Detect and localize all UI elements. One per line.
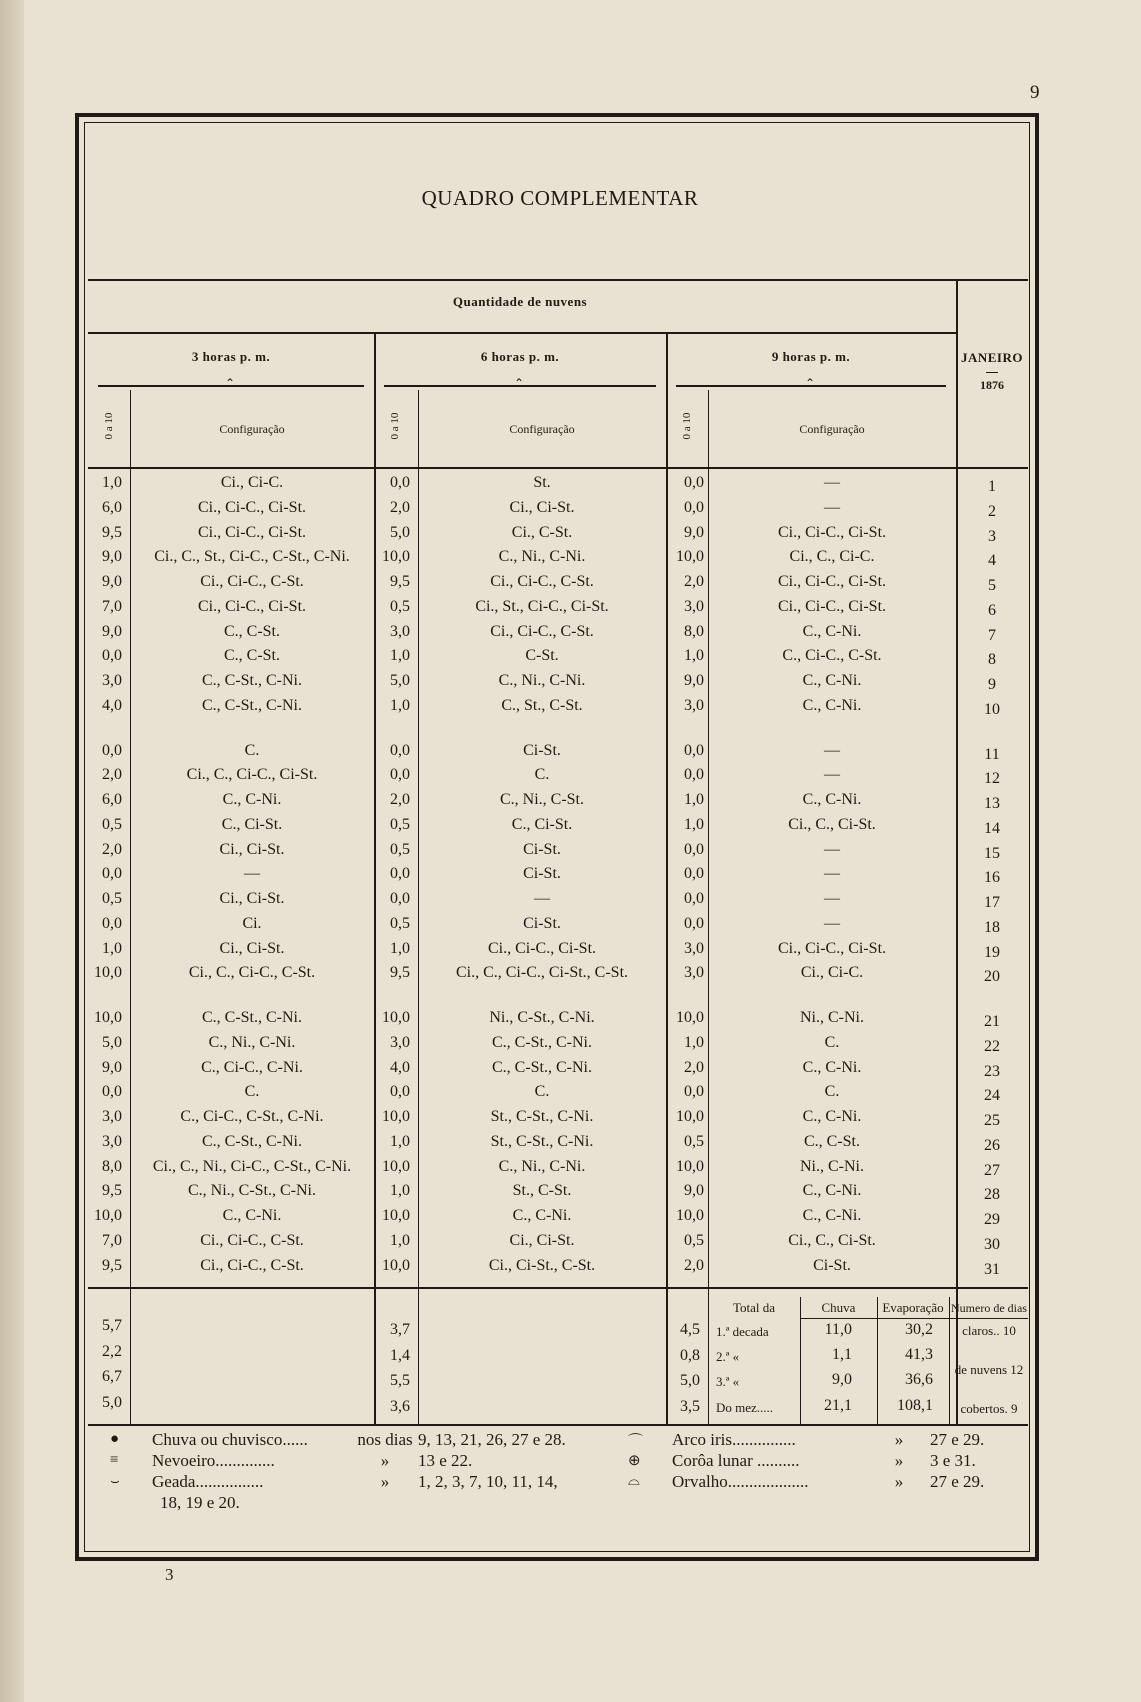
config-6h: Ci-St.	[523, 741, 561, 759]
config-6h: Ci., Ci-C., C-St.	[490, 622, 594, 640]
summary-evap: 108,1	[897, 1397, 933, 1414]
config-header: Configuração	[799, 422, 865, 436]
config-6h: Ci., Ci-St.	[509, 1231, 575, 1249]
config-3h: Ci., C., Ni., Ci-C., C-St., C-Ni.	[152, 1157, 352, 1175]
value-6h: 3,0	[390, 622, 410, 640]
time-header: 3 horas p. m.	[191, 349, 271, 364]
config-header: Configuração	[219, 422, 285, 436]
note-label: Geada................	[152, 1472, 264, 1491]
config-6h: C.	[534, 766, 550, 784]
config-6h: Ci-St.	[523, 840, 561, 858]
config-3h: C., Ci-C., C-Ni.	[201, 1058, 303, 1076]
config-9h: C.	[824, 1083, 840, 1101]
value-3h: 6,0	[102, 791, 122, 808]
value-6h: 3,0	[390, 1033, 410, 1051]
summary-6h: 5,5	[390, 1372, 410, 1389]
value-6h: 1,0	[390, 647, 410, 665]
config-6h: C., St., C-St.	[501, 696, 583, 714]
value-9h: 9,0	[684, 672, 704, 689]
value-6h: 10,0	[382, 1256, 410, 1274]
value-6h: 0,0	[390, 865, 410, 883]
day-number: 3	[988, 527, 996, 545]
value-3h: 9,0	[102, 548, 122, 566]
value-6h: 9,5	[390, 964, 410, 982]
rain-symbol-icon: ●	[110, 1431, 120, 1447]
config-3h: Ci., Ci-St.	[219, 840, 285, 858]
note-value: 27 e 29.	[930, 1430, 985, 1449]
day-number: 6	[988, 601, 996, 619]
value-6h: 10,0	[382, 1108, 410, 1125]
value-6h: 10,0	[382, 1157, 410, 1175]
config-9h: C., C-Ni.	[802, 672, 862, 689]
config-6h: Ci-St.	[523, 865, 561, 883]
config-9h: —	[824, 890, 840, 907]
value-9h: 10,0	[676, 1157, 704, 1175]
config-6h: Ci., C-St.	[511, 523, 573, 541]
config-9h: —	[824, 840, 840, 858]
config-9h: Ci., Ci-C., Ci-St.	[777, 939, 887, 957]
value-9h: 1,0	[684, 647, 704, 665]
config-6h: —	[534, 890, 550, 907]
book-spine	[0, 0, 24, 1702]
config-9h: Ci-St.	[813, 1256, 851, 1274]
day-number: 19	[984, 943, 1000, 961]
value-9h: 10,0	[676, 1009, 704, 1026]
config-6h: Ci., Ci-C., C-St.	[490, 573, 594, 590]
brace-point: ⌃	[225, 376, 236, 390]
value-3h: 4,0	[102, 696, 122, 714]
value-6h: 5,0	[390, 523, 410, 541]
config-9h: C., C-Ni.	[802, 1207, 862, 1224]
config-3h: Ci., Ci-C., Ci-St.	[197, 498, 307, 516]
config-3h: C.	[244, 741, 260, 759]
summary-6h: 1,4	[390, 1347, 410, 1364]
value-3h: 9,0	[102, 573, 122, 590]
value-9h: 0,0	[684, 474, 704, 491]
config-3h: C., Ni., C-St., C-Ni.	[187, 1182, 316, 1200]
value-3h: 2,0	[102, 840, 122, 858]
summary-3h: 5,7	[102, 1317, 122, 1334]
note-connector: »	[894, 1430, 904, 1449]
value-3h: 0,0	[102, 741, 122, 759]
config-9h: —	[824, 498, 840, 516]
page-title: QUADRO COMPLEMENTAR	[421, 186, 699, 210]
value-6h: 5,0	[390, 672, 410, 689]
scale-header: 0 a 10	[103, 412, 115, 440]
year-header: 1876	[980, 378, 1004, 392]
config-6h: C., Ni., C-St.	[499, 791, 584, 808]
day-number: 5	[988, 577, 996, 594]
config-9h: Ci., Ci-C., Ci-St.	[777, 523, 887, 541]
note-label: Nevoeiro..............	[152, 1451, 275, 1470]
config-3h: C., C-St., C-Ni.	[201, 696, 302, 714]
summary-rain: 11,0	[824, 1321, 852, 1338]
day-number: 26	[984, 1136, 1000, 1154]
summary-days: de nuvens 12	[954, 1362, 1024, 1377]
config-6h: Ci., Ci-St.	[509, 498, 575, 516]
value-9h: 2,0	[684, 573, 704, 590]
note-value: 13 e 22.	[418, 1451, 473, 1470]
summary-evap-header: Evaporação	[882, 1300, 944, 1315]
config-9h: Ni., C-Ni.	[800, 1157, 864, 1175]
config-3h: —	[244, 865, 260, 883]
lunar-corona-symbol-icon: ⊕	[628, 1453, 641, 1469]
day-number: 2	[988, 502, 996, 520]
config-9h: C., C-St.	[803, 1132, 860, 1150]
summary-9h: 4,5	[680, 1321, 700, 1338]
config-6h: St., C-St.	[512, 1182, 572, 1200]
summary-9h: 3,5	[680, 1398, 700, 1415]
day-number: 9	[988, 676, 996, 693]
config-9h: Ci., Ci-C., Ci-St.	[777, 573, 887, 590]
config-6h: C-St.	[525, 647, 559, 665]
day-number: 13	[984, 795, 1000, 812]
config-9h: Ni., C-Ni.	[800, 1009, 864, 1026]
value-9h: 1,0	[684, 815, 704, 833]
value-3h: 6,0	[102, 498, 122, 516]
config-6h: Ci., C., Ci-C., Ci-St., C-St.	[455, 964, 629, 982]
summary-total-header: Total da	[732, 1300, 776, 1315]
config-6h: C., Ni., C-Ni.	[498, 672, 586, 689]
value-9h: 8,0	[684, 622, 704, 640]
config-9h: —	[824, 865, 840, 883]
config-9h: —	[824, 741, 840, 759]
rule-top	[88, 279, 1028, 281]
value-9h: 3,0	[684, 696, 704, 714]
page-number: 9	[1030, 82, 1040, 103]
value-3h: 7,0	[102, 597, 122, 615]
day-number: 8	[988, 651, 996, 669]
config-3h: Ci., Ci-C., Ci-St.	[197, 597, 307, 615]
value-9h: 0,0	[684, 840, 704, 858]
config-3h: C., C-St., C-Ni.	[201, 672, 302, 689]
config-3h: C., C-St.	[223, 647, 280, 665]
rule-group	[88, 332, 956, 334]
value-3h: 2,0	[102, 766, 122, 784]
fog-symbol-icon: ≡	[110, 1452, 119, 1468]
value-9h: 3,0	[684, 964, 704, 982]
value-3h: 7,0	[102, 1231, 122, 1249]
value-9h: 9,0	[684, 523, 704, 541]
value-6h: 2,0	[390, 498, 410, 516]
summary-days: cobertos. 9	[960, 1401, 1018, 1416]
day-number: 27	[984, 1161, 1000, 1179]
config-6h: Ci., Ci-St., C-St.	[488, 1256, 596, 1274]
day-number: 17	[984, 894, 1000, 911]
config-9h: Ci., C., Ci-C.	[789, 548, 875, 566]
day-number: 18	[984, 918, 1000, 936]
config-6h: C., Ni., C-Ni.	[498, 1157, 586, 1175]
config-3h: Ci., Ci-C., Ci-St.	[197, 523, 307, 541]
config-3h: Ci., C., Ci-C., C-St.	[188, 964, 316, 982]
day-number: 23	[984, 1062, 1000, 1080]
scale-header: 0 a 10	[389, 412, 401, 440]
config-3h: C., C-Ni.	[222, 1207, 282, 1224]
config-6h: Ci-St.	[523, 914, 561, 932]
value-9h: 0,5	[684, 1231, 704, 1249]
note-label: Corôa lunar ..........	[672, 1451, 800, 1470]
rule-summary-header	[800, 1318, 1028, 1319]
time-header: 6 horas p. m.	[480, 349, 560, 364]
config-header: Configuração	[509, 422, 575, 436]
day-number: 12	[984, 770, 1000, 788]
day-number: 7	[988, 626, 996, 644]
value-9h: 2,0	[684, 1256, 704, 1274]
summary-6h: 3,7	[390, 1321, 410, 1338]
value-3h: 1,0	[102, 939, 122, 957]
config-6h: Ni., C-St., C-Ni.	[489, 1009, 595, 1026]
value-6h: 4,0	[390, 1058, 410, 1076]
value-9h: 2,0	[684, 1058, 704, 1076]
summary-9h: 5,0	[680, 1372, 700, 1389]
day-number: 28	[984, 1186, 1000, 1204]
config-3h: C., C-St., C-Ni.	[201, 1009, 302, 1026]
config-9h: C., C-Ni.	[802, 1058, 862, 1076]
day-number: 29	[984, 1211, 1000, 1228]
config-3h: C., Ci-St.	[221, 815, 283, 833]
note-continuation: 18, 19 e 20.	[160, 1493, 240, 1512]
note-connector: »	[894, 1451, 904, 1470]
value-6h: 0,0	[390, 1083, 410, 1101]
config-6h: C., Ni., C-Ni.	[498, 548, 586, 566]
config-6h: St., C-St., C-Ni.	[490, 1132, 594, 1150]
summary-evap: 36,6	[905, 1371, 933, 1388]
config-3h: Ci., Ci-C., C-St.	[200, 1231, 304, 1249]
config-9h: C., C-Ni.	[802, 791, 862, 808]
config-3h: Ci., C., St., Ci-C., C-St., C-Ni.	[154, 548, 350, 566]
day-number: 4	[988, 552, 996, 570]
value-3h: 8,0	[102, 1157, 122, 1175]
value-3h: 0,5	[102, 815, 122, 833]
brace-point: ⌃	[805, 376, 816, 390]
value-3h: 5,0	[102, 1033, 122, 1051]
value-9h: 0,0	[684, 890, 704, 907]
value-6h: 0,5	[390, 914, 410, 932]
config-3h: Ci., Ci-C., C-St.	[200, 1256, 304, 1274]
summary-period: Do mez.....	[716, 1400, 774, 1415]
day-number: 11	[984, 745, 1000, 763]
config-9h: —	[824, 474, 840, 491]
day-number: 14	[984, 819, 1000, 837]
value-3h: 0,0	[102, 647, 122, 665]
month-dash	[986, 372, 998, 373]
config-9h: Ci., Ci-C.	[800, 964, 864, 982]
summary-days-header: Numero de dias	[951, 1301, 1027, 1315]
config-3h: Ci., Ci-C., C-St.	[200, 573, 304, 590]
footer-page-number: 3	[165, 1565, 174, 1584]
note-connector: »	[380, 1451, 390, 1470]
config-3h: Ci.	[242, 914, 262, 932]
value-6h: 1,0	[390, 939, 410, 957]
value-3h: 0,0	[102, 1083, 122, 1101]
value-9h: 0,0	[684, 498, 704, 516]
value-6h: 1,0	[390, 1231, 410, 1249]
value-3h: 0,0	[102, 914, 122, 932]
value-6h: 0,5	[390, 815, 410, 833]
note-connector: »	[894, 1472, 904, 1491]
value-3h: 3,0	[102, 1108, 122, 1125]
value-6h: 0,0	[390, 741, 410, 759]
config-6h: C., Ci-St.	[511, 815, 573, 833]
value-3h: 9,5	[102, 523, 122, 541]
value-3h: 0,5	[102, 890, 122, 907]
config-9h: C., Ci-C., C-St.	[782, 647, 882, 665]
config-9h: Ci., Ci-C., Ci-St.	[777, 597, 887, 615]
summary-period: 1.ª decada	[716, 1324, 769, 1339]
value-9h: 0,0	[684, 914, 704, 932]
value-9h: 0,5	[684, 1132, 704, 1150]
summary-evap: 41,3	[905, 1346, 933, 1363]
rule-header-bottom	[88, 467, 1028, 469]
summary-period: 3.ª «	[716, 1374, 740, 1389]
rule-summary-bottom	[88, 1424, 1028, 1426]
value-9h: 3,0	[684, 939, 704, 957]
value-6h: 0,0	[390, 766, 410, 784]
day-number: 22	[984, 1037, 1000, 1055]
summary-evap: 30,2	[905, 1321, 933, 1338]
value-9h: 0,0	[684, 865, 704, 883]
config-3h: C., Ci-C., C-St., C-Ni.	[180, 1108, 324, 1125]
value-3h: 9,5	[102, 1256, 122, 1274]
value-6h: 0,0	[390, 474, 410, 491]
dew-symbol-icon: ⌓	[628, 1473, 640, 1489]
value-6h: 2,0	[390, 791, 410, 808]
config-3h: Ci., Ci-St.	[219, 890, 285, 907]
day-number: 21	[984, 1013, 1000, 1030]
value-3h: 9,5	[102, 1182, 122, 1200]
config-3h: Ci., Ci-St.	[219, 939, 285, 957]
note-connector: »	[380, 1472, 390, 1491]
value-9h: 10,0	[676, 1207, 704, 1224]
config-3h: Ci., Ci-C.	[220, 474, 284, 491]
summary-9h: 0,8	[680, 1347, 700, 1364]
value-9h: 1,0	[684, 1033, 704, 1051]
value-6h: 10,0	[382, 1207, 410, 1224]
summary-rain-header: Chuva	[821, 1300, 856, 1315]
summary-3h: 5,0	[102, 1394, 122, 1411]
config-6h: St., C-St., C-Ni.	[490, 1108, 594, 1125]
value-9h: 1,0	[684, 791, 704, 808]
config-9h: Ci., C., Ci-St.	[788, 1231, 876, 1249]
day-number: 16	[984, 869, 1000, 887]
value-6h: 0,5	[390, 597, 410, 615]
value-9h: 10,0	[676, 548, 704, 566]
value-6h: 1,0	[390, 696, 410, 714]
day-number: 15	[984, 844, 1000, 862]
summary-rain: 21,1	[824, 1397, 852, 1414]
config-9h: —	[824, 914, 840, 932]
summary-rain: 9,0	[832, 1371, 852, 1388]
config-3h: C., Ni., C-Ni.	[208, 1033, 296, 1051]
config-3h: C., C-Ni.	[222, 791, 282, 808]
value-3h: 10,0	[94, 1009, 122, 1026]
summary-3h: 6,7	[102, 1368, 122, 1385]
day-number: 25	[984, 1112, 1000, 1129]
value-3h: 3,0	[102, 672, 122, 689]
value-9h: 3,0	[684, 597, 704, 615]
value-3h: 9,0	[102, 1058, 122, 1076]
config-9h: —	[824, 766, 840, 784]
value-3h: 9,0	[102, 622, 122, 640]
config-9h: C.	[824, 1033, 840, 1051]
note-value: 1, 2, 3, 7, 10, 11, 14,	[418, 1472, 558, 1491]
config-6h: St.	[533, 474, 551, 491]
frost-symbol-icon: ⌣	[110, 1474, 120, 1490]
note-label: Orvalho...................	[672, 1472, 809, 1491]
config-6h: Ci., St., Ci-C., Ci-St.	[475, 597, 609, 615]
note-value: 3 e 31.	[930, 1451, 976, 1470]
day-number: 10	[984, 700, 1000, 718]
note-label: Chuva ou chuvisco......	[152, 1430, 308, 1449]
config-3h: C., C-St., C-Ni.	[201, 1132, 302, 1150]
summary-6h: 3,6	[390, 1398, 410, 1415]
config-6h: Ci., Ci-C., Ci-St.	[487, 939, 597, 957]
value-9h: 9,0	[684, 1182, 704, 1200]
config-9h: C., C-Ni.	[802, 1182, 862, 1200]
value-6h: 9,5	[390, 573, 410, 590]
value-9h: 0,0	[684, 1083, 704, 1101]
group-header: Quantidade de nuvens	[452, 294, 588, 309]
value-9h: 10,0	[676, 1108, 704, 1125]
time-header: 9 horas p. m.	[771, 349, 851, 364]
day-number: 1	[988, 478, 996, 495]
value-3h: 10,0	[94, 1207, 122, 1224]
value-6h: 1,0	[390, 1182, 410, 1200]
summary-rain: 1,1	[832, 1346, 852, 1363]
day-number: 20	[984, 968, 1000, 986]
config-6h: C., C-St., C-Ni.	[491, 1058, 592, 1076]
day-number: 24	[984, 1087, 1000, 1105]
config-3h: Ci., C., Ci-C., Ci-St.	[186, 766, 318, 784]
config-9h: C., C-Ni.	[802, 696, 862, 714]
day-number: 31	[984, 1260, 1000, 1278]
config-6h: C., C-Ni.	[512, 1207, 572, 1224]
note-label: Arco iris...............	[672, 1430, 796, 1449]
month-header: JANEIRO	[960, 350, 1023, 365]
value-3h: 10,0	[94, 964, 122, 982]
config-3h: C.	[244, 1083, 260, 1101]
scale-header: 0 a 10	[681, 412, 693, 440]
config-9h: C., C-Ni.	[802, 622, 862, 640]
summary-days: claros.. 10	[962, 1323, 1016, 1338]
day-number: 30	[984, 1235, 1000, 1253]
brace-point: ⌃	[514, 376, 525, 390]
config-6h: C.	[534, 1083, 550, 1101]
config-3h: C., C-St.	[223, 622, 280, 640]
config-6h: C., C-St., C-Ni.	[491, 1033, 592, 1051]
note-value: 27 e 29.	[930, 1472, 985, 1491]
value-9h: 0,0	[684, 766, 704, 784]
value-3h: 0,0	[102, 865, 122, 883]
rule-data-bottom	[88, 1287, 1028, 1289]
value-6h: 1,0	[390, 1132, 410, 1150]
rainbow-symbol-icon: ⌒	[628, 1434, 644, 1450]
value-6h: 0,5	[390, 840, 410, 858]
summary-3h: 2,2	[102, 1343, 122, 1360]
config-9h: Ci., C., Ci-St.	[788, 815, 876, 833]
note-value: 9, 13, 21, 26, 27 e 28.	[418, 1430, 566, 1449]
note-connector: nos dias	[357, 1430, 413, 1449]
value-6h: 10,0	[382, 548, 410, 566]
value-9h: 0,0	[684, 741, 704, 759]
config-9h: C., C-Ni.	[802, 1108, 862, 1125]
value-3h: 3,0	[102, 1132, 122, 1150]
value-6h: 10,0	[382, 1009, 410, 1026]
value-3h: 1,0	[102, 474, 122, 491]
summary-period: 2.ª «	[716, 1349, 740, 1364]
value-6h: 0,0	[390, 890, 410, 907]
